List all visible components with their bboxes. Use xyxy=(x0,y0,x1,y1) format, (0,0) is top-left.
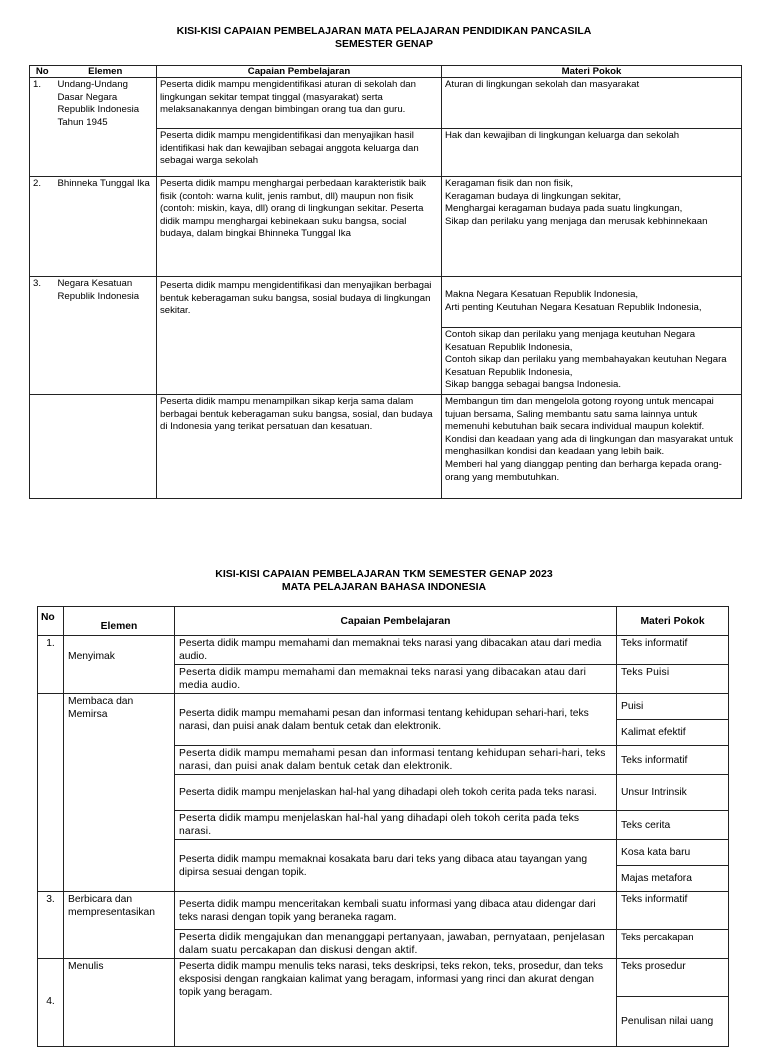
table-row xyxy=(38,636,729,665)
header-no: No xyxy=(30,66,55,78)
row-elemen: Berbicara dan mempresentasikan xyxy=(64,892,175,959)
row-elemen: Menulis xyxy=(64,959,175,1047)
row-capaian: Peserta didik mampu mengidentifikasi dan menyajikan hasil identifikasi hak dan kewajiban sebagai anggota keluarga dan sebagai warga sekolah xyxy=(157,129,442,177)
row-materi: Teks Puisi xyxy=(617,665,729,694)
doc1-title-line2: SEMESTER GENAP xyxy=(334,38,434,50)
doc1-title-line1: KISI-KISI CAPAIAN PEMBELAJARAN MATA PELAJARAN PENDIDIKAN PANCASILA xyxy=(176,25,592,37)
row-capaian: Peserta didik mampu memahami dan memaknai teks narasi yang dibacakan atau dari media audio. xyxy=(175,636,617,665)
row-materi xyxy=(442,328,742,395)
materi-line: Contoh sikap dan perilaku yang menjaga keutuhan Negara Kesatuan Republik Indonesia, xyxy=(445,329,696,353)
header-materi: Materi Pokok xyxy=(442,66,742,78)
header-materi: Materi Pokok xyxy=(617,607,729,636)
doc2-title xyxy=(0,568,768,594)
table-row xyxy=(30,177,742,277)
row-capaian: Peserta didik mampu memaknai kosakata baru dari teks yang dibaca atau tayangan yang dipirsa sesuai dengan topik. xyxy=(175,840,617,892)
header-elemen: Elemen xyxy=(64,607,175,636)
pancasila-table xyxy=(29,65,742,499)
row-number: 4. xyxy=(38,959,64,1047)
table-row xyxy=(38,892,729,930)
table-row xyxy=(38,694,729,720)
row-elemen: Negara Kesatuan Republik Indonesia xyxy=(55,277,157,395)
capaian-text: Peserta didik mampu mengidentifikasi dan menyajikan berbagai bentuk keberagaman suku bangsa, sosial budaya di lingkungan sekitar. xyxy=(160,280,432,317)
materi-line: Arti penting Keutuhan Negara Kesatuan Republik Indonesia, xyxy=(445,302,702,313)
row-elemen: Menyimak xyxy=(64,636,175,694)
row-number: 2. xyxy=(30,177,55,277)
row-materi: Puisi xyxy=(617,694,729,720)
table-row xyxy=(30,277,742,328)
table-row xyxy=(38,959,729,997)
materi-line: Menghargai keragaman budaya pada suatu lingkungan, xyxy=(445,203,683,215)
row-materi: Teks informatif xyxy=(617,746,729,775)
row-number xyxy=(30,395,55,499)
table-row xyxy=(30,395,742,499)
row-elemen xyxy=(55,395,157,499)
table-row xyxy=(30,78,742,129)
row-capaian: Peserta didik mampu menampilkan sikap kerja sama dalam berbagai bentuk keberagaman suku bangsa, sosial, dan budaya di Indonesia yang terikat persatuan dan kesatuan. xyxy=(157,395,442,499)
materi-line: Memberi hal yang dianggap penting dan berharga kepada orang-orang yang membutuhkan. xyxy=(445,458,722,483)
header-no: No xyxy=(38,607,64,636)
header-capaian: Capaian Pembelajaran xyxy=(157,66,442,78)
row-materi: Kosa kata baru xyxy=(617,840,729,866)
row-elemen: Membaca dan Memirsa xyxy=(64,694,175,892)
row-materi: Penulisan nilai uang xyxy=(617,997,729,1047)
row-capaian: Peserta didik mampu mengidentifikasi aturan di sekolah dan lingkungan sekitar tempat tinggal (masyarakat) serta melaksanakannya dengan bimbingan orang tua dan guru. xyxy=(157,78,442,129)
row-capaian: Peserta didik mampu menjelaskan hal-hal yang dihadapi oleh tokoh cerita pada teks narasi. xyxy=(175,775,617,811)
row-materi: Unsur Intrinsik xyxy=(617,775,729,811)
materi-line: Membangun tim dan mengelola gotong royong untuk mencapai tujuan bersama, Saling membantu satu sama lainnya untuk memenuhi kebutuhan baik secara individual maupun kolektif. Kondisi dan keadaan yang ada di lingkungan dan masyarakat untuk menghasilkan kondisi dan keadaan yang lebih baik. xyxy=(445,396,734,458)
materi-line: Makna Negara Kesatuan Republik Indonesia, xyxy=(445,289,639,301)
header-capaian: Capaian Pembelajaran xyxy=(175,607,617,636)
materi-line: Keragaman budaya di lingkungan sekitar, xyxy=(445,190,622,202)
row-materi: Teks cerita xyxy=(617,811,729,840)
row-materi: Aturan di lingkungan sekolah dan masyarakat xyxy=(442,78,742,129)
row-capaian: Peserta didik mampu menjelaskan hal-hal yang dihadapi oleh tokoh cerita pada teks narasi. xyxy=(175,811,617,840)
bahasa-indonesia-table xyxy=(37,606,729,1047)
row-capaian xyxy=(157,277,442,395)
row-capaian: Peserta didik mengajukan dan menanggapi pertanyaan, jawaban, pernyataan, penjelasan dalam suatu percakapan dan diskusi dengan aktif. xyxy=(175,930,617,959)
doc2-title-line1: KISI-KISI CAPAIAN PEMBELAJARAN TKM SEMESTER GENAP 2023 xyxy=(215,568,553,580)
row-materi: Hak dan kewajiban di lingkungan keluarga dan sekolah xyxy=(442,129,742,177)
row-materi xyxy=(442,277,742,328)
row-capaian: Peserta didik mampu menulis teks narasi, teks deskripsi, teks rekon, teks, prosedur, dan teks eksposisi dengan rangkaian kalimat yang beragam, informasi yang rinci dan akurat dengan topik yang beragam. xyxy=(175,959,617,1047)
row-materi: Teks percakapan xyxy=(617,930,729,959)
materi-line: Contoh sikap dan perilaku yang membahayakan keutuhan Negara Kesatuan Republik Indonesia, xyxy=(445,354,727,378)
row-capaian: Peserta didik mampu memahami dan memaknai teks narasi yang dibacakan atau dari media audio. xyxy=(175,665,617,694)
row-elemen: Undang-Undang Dasar Negara Republik Indonesia Tahun 1945 xyxy=(55,78,157,177)
row-number: 1. xyxy=(38,636,64,694)
row-capaian: Peserta didik mampu memahami pesan dan informasi tentang kehidupan sehari-hari, teks narasi, dan puisi anak dalam bentuk cetak dan elektronik. xyxy=(175,694,617,746)
row-capaian: Peserta didik mampu menceritakan kembali suatu informasi yang dibaca atau didengar dari teks narasi dengan topik yang beraneka ragam. xyxy=(175,892,617,930)
header-elemen: Elemen xyxy=(55,66,157,78)
doc2-title-line2: MATA PELAJARAN BAHASA INDONESIA xyxy=(281,581,487,593)
row-materi: Majas metafora xyxy=(617,866,729,892)
row-number: 3. xyxy=(30,277,55,395)
row-number xyxy=(38,694,64,892)
row-capaian: Peserta didik mampu menghargai perbedaan karakteristik baik fisik (contoh: warna kulit, jenis rambut, dll) maupun non fisik (contoh: miskin, kaya, dll) orang di lingkungan sekitar. Peserta didik mampu menghargai kebinekaan suku bangsa, social budaya, dalam bingkai Bhinneka Tunggal Ika xyxy=(157,177,442,277)
row-materi: Teks informatif xyxy=(617,636,729,665)
row-number: 1. xyxy=(30,78,55,177)
row-capaian: Peserta didik mampu memahami pesan dan informasi tentang kehidupan sehari-hari, teks narasi, dan puisi anak dalam bentuk cetak dan elektronik. xyxy=(175,746,617,775)
table-header-row xyxy=(30,66,742,78)
row-materi: Teks informatif xyxy=(617,892,729,930)
row-materi xyxy=(442,395,742,499)
materi-line: Keragaman fisik dan non fisik, xyxy=(445,178,573,189)
row-materi: Kalimat efektif xyxy=(617,720,729,746)
materi-line: Sikap dan perilaku yang menjaga dan merusak kebhinnekaan xyxy=(445,215,708,227)
table-header-row xyxy=(38,607,729,636)
row-number: 3. xyxy=(38,892,64,959)
materi-line: Sikap bangga sebagai bangsa Indonesia. xyxy=(445,379,622,391)
row-materi: Teks prosedur xyxy=(617,959,729,997)
row-materi xyxy=(442,177,742,277)
doc1-title xyxy=(0,25,768,51)
row-elemen: Bhinneka Tunggal Ika xyxy=(55,177,157,277)
